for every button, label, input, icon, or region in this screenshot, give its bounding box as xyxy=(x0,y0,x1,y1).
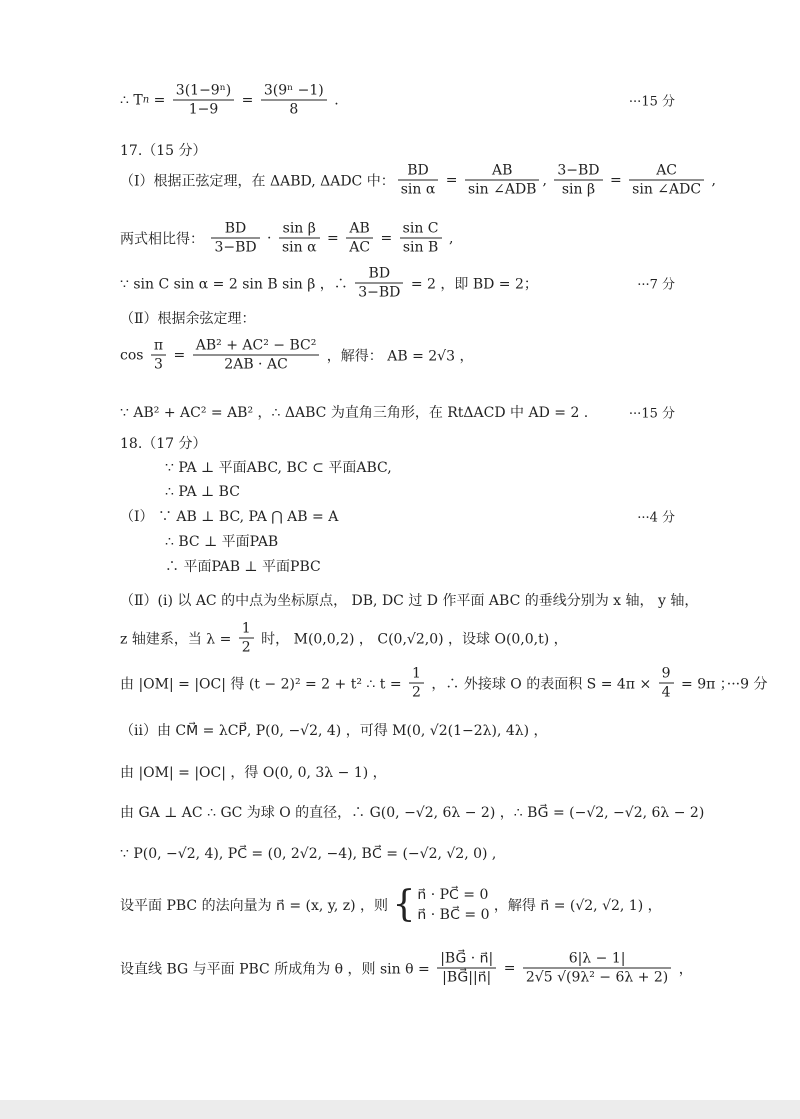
score-mark: ···4 分 xyxy=(637,510,675,526)
denominator: 2 xyxy=(412,684,421,701)
fraction xyxy=(398,162,439,199)
fraction xyxy=(151,337,166,374)
denominator: sin ∠ADC xyxy=(632,181,702,198)
numerator: sin β xyxy=(279,220,320,239)
fraction xyxy=(239,620,254,657)
denominator: sin B xyxy=(402,239,439,256)
equation-system xyxy=(392,885,489,925)
math-text: ，∴ 外接球 O 的表面积 S = 4π × xyxy=(426,676,656,692)
solution-line xyxy=(120,337,473,374)
system-equation: n⃗ · PC⃗ = 0 xyxy=(417,887,489,903)
fraction xyxy=(355,265,403,302)
numerator: BD xyxy=(211,220,259,239)
solution-line xyxy=(120,140,207,160)
line-text: （Ⅱ）(ⅰ) 以 AC 的中点为坐标原点， DB, DC 过 D 作平面 ABC 的垂线分别为 x 轴， y 轴， xyxy=(120,593,699,609)
bottom-bar xyxy=(0,1100,800,1119)
numerator: AB xyxy=(465,162,539,181)
line-text: ∵ P(0, −√2, 4), PC⃗ = (0, 2√2, −4), BC⃗ = (−√2, √2, 0) , xyxy=(120,846,497,862)
math-text: ∵ sin C sin α = 2 sin B sin β ，∴ xyxy=(120,276,353,292)
fraction xyxy=(211,220,259,257)
line-text: ∴ PA ⊥ BC xyxy=(165,484,240,500)
fraction xyxy=(279,220,320,257)
line-text: 18.（17 分） xyxy=(120,436,207,452)
solution-line xyxy=(120,82,339,119)
numerator: AB xyxy=(346,220,373,239)
fraction xyxy=(659,665,674,702)
numerator: 1 xyxy=(409,665,424,684)
math-text: 两式相比得： xyxy=(120,231,209,247)
solution-line xyxy=(120,720,548,740)
numerator: AC xyxy=(629,162,704,181)
line-text: 由 GA ⊥ AC ∴ GC 为球 O 的直径，∴ G(0, −√2, 6λ − 2) ，∴ BG⃗ = (−√2, −√2, 6λ − 2) xyxy=(120,805,705,821)
math-text: = xyxy=(376,230,397,246)
solution-line xyxy=(120,665,767,702)
math-text: = xyxy=(441,172,462,188)
score-mark: ···15 分 xyxy=(628,406,675,422)
numerator: π xyxy=(151,337,166,356)
numerator: AB² + AC² − BC² xyxy=(193,337,320,356)
math-text: , xyxy=(707,172,716,188)
math-text: , xyxy=(444,230,454,246)
solution-line xyxy=(120,162,716,199)
denominator: |BG⃗||n⃗| xyxy=(442,969,492,986)
solution-line xyxy=(120,265,538,302)
math-text: = xyxy=(169,347,190,363)
numerator: 3−BD xyxy=(554,162,602,181)
solution-line xyxy=(120,762,387,782)
math-text: , xyxy=(542,172,552,188)
fraction xyxy=(437,950,496,987)
denominator: sin α xyxy=(400,181,436,198)
solution-line xyxy=(120,802,704,822)
numerator: 9 xyxy=(659,665,674,684)
math-text: n xyxy=(142,94,150,106)
math-text: ，解得 n⃗ = (√2, √2, 1) ， xyxy=(489,898,662,914)
fraction xyxy=(465,162,539,199)
system-equation: n⃗ · BC⃗ = 0 xyxy=(417,907,490,923)
line-text: ∴ 平面PAB ⊥ 平面PBC xyxy=(165,559,321,575)
math-text: 时， M(0,0,2) ， C(0,√2,0) ，设球 O(0,0,t) ， xyxy=(256,631,568,647)
math-text: ， xyxy=(674,961,693,977)
solution-line xyxy=(120,950,693,987)
numerator: 6|λ − 1| xyxy=(523,950,671,969)
math-text: = xyxy=(322,230,344,246)
line-text: （ⅱ）由 CM⃗ = λCP⃗, P(0, −√2, 4) ，可得 M(0, √2(1−2λ), 4λ) ， xyxy=(120,723,548,739)
solution-line xyxy=(120,433,207,453)
math-text: 设平面 PBC 的法向量为 n⃗ = (x, y, z) ，则 xyxy=(120,898,393,914)
denominator: 3−BD xyxy=(214,239,257,256)
math-text: = 2 ，即 BD = 2； xyxy=(406,276,538,292)
denominator: 2AB · AC xyxy=(224,356,288,373)
denominator: 3 xyxy=(154,356,163,373)
fraction xyxy=(400,220,442,257)
solution-line xyxy=(165,556,321,576)
solution-line xyxy=(165,457,392,477)
solution-line xyxy=(120,885,662,925)
solution-line xyxy=(120,308,256,328)
denominator: 1−9 xyxy=(188,101,219,118)
math-text: · xyxy=(262,230,276,246)
line-text: （Ⅱ）根据余弦定理： xyxy=(120,311,256,327)
solution-line xyxy=(120,402,588,422)
fraction xyxy=(173,82,234,119)
line-text: ∵ PA ⊥ 平面ABC, BC ⊂ 平面ABC, xyxy=(165,460,392,476)
math-text: = xyxy=(499,960,520,976)
math-text: ，解得： AB = 2√3 ， xyxy=(322,348,474,364)
score-mark: ···15 分 xyxy=(628,94,675,110)
numerator: 1 xyxy=(239,620,254,639)
denominator: 2 xyxy=(241,639,251,656)
line-text: ∵ AB² + AC² = AB² ，∴ ΔABC 为直角三角形，在 RtΔACD 中 AD = 2 . xyxy=(120,405,589,421)
numerator: BD xyxy=(398,162,439,181)
fraction xyxy=(346,220,373,257)
solution-line xyxy=(165,484,240,500)
math-text: . xyxy=(329,92,339,108)
solution-line xyxy=(120,620,568,657)
math-text: = xyxy=(605,172,627,188)
denominator: sin ∠ADB xyxy=(467,181,537,198)
math-text: 由 |OM| = |OC| 得 (t − 2)² = 2 + t² ∴ t = xyxy=(120,676,407,692)
denominator: 4 xyxy=(661,684,671,701)
denominator: 3−BD xyxy=(358,284,401,301)
math-text: = xyxy=(237,92,258,108)
score-mark: ···7 分 xyxy=(637,277,675,293)
line-text: 17.（15 分） xyxy=(120,143,207,159)
math-text: = xyxy=(149,92,170,108)
denominator: 8 xyxy=(289,101,299,118)
denominator: AC xyxy=(349,239,371,256)
denominator: 2√5 √(9λ² − 6λ + 2) xyxy=(525,969,669,986)
math-text: ∴ T xyxy=(120,92,143,108)
fraction xyxy=(261,82,327,119)
solution-line xyxy=(120,846,496,862)
numerator: |BG⃗ · n⃗| xyxy=(437,950,496,969)
fraction xyxy=(409,665,424,702)
math-text: （Ⅰ）根据正弦定理，在 ΔABD, ΔADC 中： xyxy=(120,173,395,189)
solution-line xyxy=(165,531,278,551)
line-text: （Ⅰ） ∵ AB ⊥ BC, PA ⋂ AB = A xyxy=(120,509,339,525)
math-text: 设直线 BG 与平面 PBC 所成角为 θ ，则 sin θ = xyxy=(120,961,435,977)
numerator: 3(1−9ⁿ) xyxy=(173,82,234,101)
fraction xyxy=(523,950,671,987)
numerator: sin C xyxy=(400,220,442,239)
line-text: ∴ BC ⊥ 平面PAB xyxy=(165,534,279,550)
brace-icon: { xyxy=(392,884,416,925)
solution-line xyxy=(120,220,453,257)
fraction xyxy=(193,337,320,374)
denominator: sin α xyxy=(281,239,317,256)
solution-line xyxy=(120,590,698,610)
numerator: BD xyxy=(355,265,403,284)
math-text: cos xyxy=(120,347,148,363)
denominator: sin β xyxy=(561,181,596,198)
math-text: z 轴建系，当 λ = xyxy=(120,631,236,647)
line-text: 由 |OM| = |OC| ，得 O(0, 0, 3λ − 1) ， xyxy=(120,765,387,781)
math-text: = 9π ；···9 分 xyxy=(676,676,768,692)
numerator: 3(9ⁿ −1) xyxy=(261,82,327,101)
fraction xyxy=(554,162,602,199)
solution-line xyxy=(120,506,338,526)
fraction xyxy=(629,162,704,199)
